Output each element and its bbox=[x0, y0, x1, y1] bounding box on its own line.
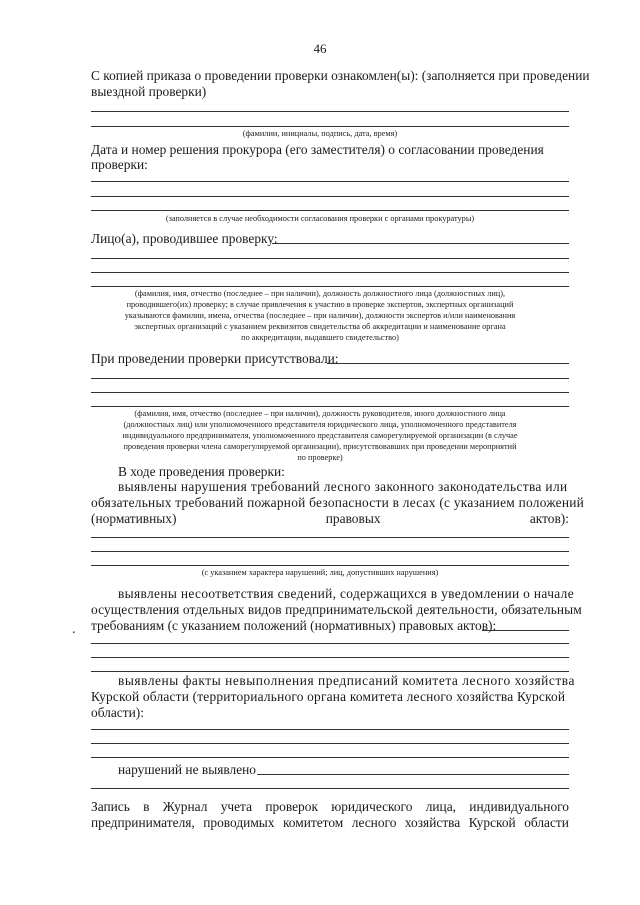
present-caption-line: по проверке) bbox=[297, 453, 343, 462]
fill-line[interactable] bbox=[91, 671, 569, 672]
violations-text-line2: обязательных требований пожарной безопасности в лесах (с указанием положений bbox=[91, 495, 585, 510]
mismatch-fill-line[interactable] bbox=[482, 630, 569, 631]
word: Курской bbox=[468, 815, 516, 830]
word: области bbox=[524, 815, 569, 830]
prosecutor-text-line1: Дата и номер решения прокурора (его заместителя) о согласовании проведения bbox=[91, 142, 544, 157]
fill-line[interactable] bbox=[91, 126, 569, 127]
fill-line[interactable] bbox=[91, 272, 569, 273]
word: правовых bbox=[325, 511, 381, 526]
copy-order-text-line2: выездной проверки) bbox=[91, 84, 207, 99]
word: Журнал bbox=[162, 799, 208, 814]
fill-line[interactable] bbox=[91, 181, 569, 182]
word: индивидуального bbox=[469, 799, 569, 814]
inspector-fill-line[interactable] bbox=[272, 243, 569, 244]
fill-line[interactable] bbox=[91, 551, 569, 552]
fill-line[interactable] bbox=[91, 565, 569, 566]
mismatch-text-line1: выявлены несоответствия сведений, содержащихся в уведомлении о начале bbox=[118, 586, 575, 601]
fill-line[interactable] bbox=[91, 196, 569, 197]
inspector-label: Лицо(а), проводившее проверку: bbox=[91, 231, 278, 246]
fill-line[interactable] bbox=[91, 729, 569, 730]
inspector-caption-line: указываются фамилии, имена, отчества (последнее – при наличии), должности экспертов и/или наименования bbox=[124, 311, 516, 320]
fill-line[interactable] bbox=[91, 537, 569, 538]
nonfulfil-text-line1: выявлены факты невыполнения предписаний комитета лесного хозяйства bbox=[118, 673, 575, 688]
no-violations-label: нарушений не выявлено bbox=[118, 762, 256, 777]
no-violations-fill-line[interactable] bbox=[257, 774, 569, 775]
fill-line[interactable] bbox=[91, 392, 569, 393]
inspector-caption-line: (фамилия, имя, отчество (последнее – при наличии), должность должностного лица (должностных лиц), bbox=[134, 289, 506, 298]
fill-line[interactable] bbox=[91, 757, 569, 758]
fill-line[interactable] bbox=[91, 788, 569, 789]
fill-line[interactable] bbox=[91, 111, 569, 112]
journal-text-line1 bbox=[91, 799, 569, 815]
word: лица, bbox=[425, 799, 457, 814]
present-caption-line: (фамилия, имя, отчество (последнее – при наличии), должность руководителя, иного должностного лица bbox=[134, 409, 506, 418]
nonfulfil-text-line3: области): bbox=[91, 705, 144, 720]
copy-order-caption: (фамилии, инициалы, подпись, дата, время) bbox=[242, 129, 398, 138]
fill-line[interactable] bbox=[91, 406, 569, 407]
mismatch-text-line3: требованиям (с указанием положений (нормативных) правовых актов): bbox=[91, 618, 497, 633]
inspector-caption-line: по аккредитации, выдавшего свидетельство) bbox=[241, 333, 399, 342]
word: лесного bbox=[351, 815, 397, 830]
mismatch-text-line2: осуществления отдельных видов предпринимательской деятельности, обязательным bbox=[91, 602, 582, 617]
margin-mark: . bbox=[72, 622, 76, 637]
present-caption-line: проведения проверки члена саморегулируемой организации), присутствовавших при проведении мероприятий bbox=[123, 442, 517, 451]
copy-order-text-line1: С копией приказа о проведении проверки ознакомлен(ы): (заполняется при проведении bbox=[91, 68, 590, 83]
fill-line[interactable] bbox=[91, 743, 569, 744]
fill-line[interactable] bbox=[91, 643, 569, 644]
violations-caption: (с указанием характера нарушений; лиц, допустивших нарушения) bbox=[201, 568, 439, 577]
word: предпринимателя, bbox=[91, 815, 195, 830]
present-caption-line: индивидуального предпринимателя, уполномоченного представителя саморегулируемой организации (в случае bbox=[122, 431, 518, 440]
inspector-caption-line: проводившего(их) проверку; в случае привлечения к участию в проверке экспертов, экспертных организаций bbox=[126, 300, 514, 309]
word: актов): bbox=[529, 511, 569, 526]
page-number: 46 bbox=[313, 41, 327, 56]
word: хозяйства bbox=[404, 815, 461, 830]
word: Запись bbox=[91, 799, 130, 814]
violations-text-line3 bbox=[91, 511, 569, 527]
prosecutor-caption: (заполняется в случае необходимости согласования проверки с органами прокуратуры) bbox=[165, 214, 475, 223]
word: проводимых bbox=[203, 815, 275, 830]
fill-line[interactable] bbox=[91, 378, 569, 379]
results-heading: В ходе проведения проверки: bbox=[118, 464, 285, 479]
word: в bbox=[143, 799, 150, 814]
violations-line1-text: выявлены нарушения требований лесного законного законодательства или bbox=[118, 479, 568, 494]
fill-line[interactable] bbox=[91, 657, 569, 658]
journal-text-line2 bbox=[91, 815, 569, 831]
fill-line[interactable] bbox=[91, 286, 569, 287]
word: юридического bbox=[331, 799, 413, 814]
fill-line[interactable] bbox=[91, 258, 569, 259]
prosecutor-text-line2: проверки: bbox=[91, 157, 148, 172]
present-fill-line[interactable] bbox=[327, 363, 569, 364]
word: (нормативных) bbox=[91, 511, 177, 526]
word: проверок bbox=[265, 799, 318, 814]
word: комитетом bbox=[282, 815, 344, 830]
inspector-caption-line: экспертных организаций с указанием реквизитов свидетельства об аккредитации и наименование органа bbox=[134, 322, 506, 331]
fill-line[interactable] bbox=[91, 210, 569, 211]
word: учета bbox=[220, 799, 253, 814]
nonfulfil-text-line2: Курской области (территориального органа комитета лесного хозяйства Курской bbox=[91, 689, 566, 704]
violations-text-line1 bbox=[118, 479, 569, 495]
present-label: При проведении проверки присутствовали: bbox=[91, 351, 339, 366]
present-caption-line: (должностных лиц) или уполномоченного представителя юридического лица, уполномоченного представителя bbox=[123, 420, 517, 429]
